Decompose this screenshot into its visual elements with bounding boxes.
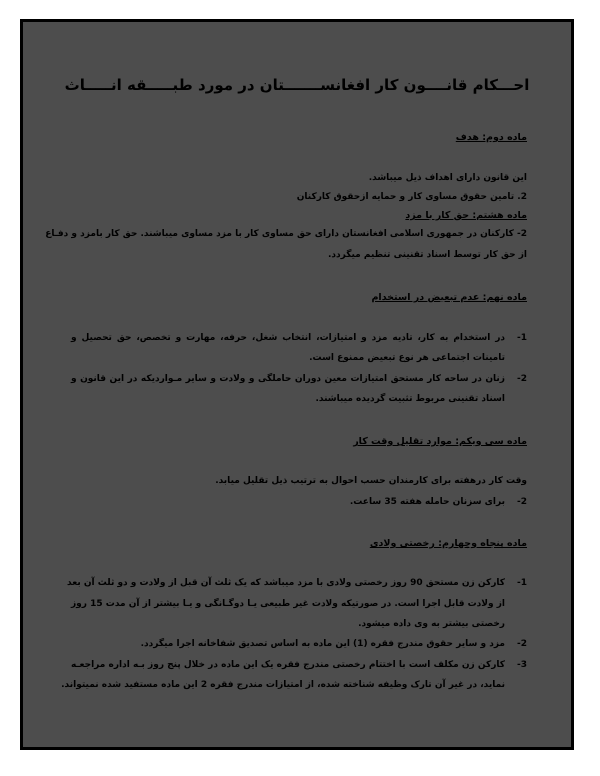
section-line: وقت کار درهفته برای کارمندان حسب احوال به ترتیب ذیل تقلیل میابد.: [215, 476, 527, 486]
section-line: 2. تامین حقوق مساوی کار و حمایه ازحقوق کارکنان: [296, 192, 527, 202]
item-line: کارکن زن مکلف است با اختتام رخصتی مندرج فقره یک این ماده در خلال پنج روز بـه اداره مراجعـه: [71, 660, 505, 670]
document-page: [20, 19, 574, 750]
item-line: رخصتی بیشتر به وی داده میشود.: [358, 619, 505, 629]
item-number: 2-: [516, 374, 527, 384]
item-line: برای سزنان حامله هفته 35 ساعت.: [349, 497, 505, 507]
item-number: 1-: [516, 578, 527, 588]
section-heading-article-31: ماده سی ویکم: موارد تقلیل وقت کار: [353, 436, 527, 447]
item-line: زنان در ساحه کار مستحق امتیازات معین دوران حاملگی و ولادت و سایر مـواردیکه در این قانون و: [71, 374, 505, 384]
section-heading-article-9: ماده نهم: عدم تبعیض در استخدام: [371, 292, 527, 303]
section-heading-article-54: ماده پنجاه وچهارم: رخصتی ولادی: [369, 538, 527, 549]
item-line: تامینات اجتماعی هر نوع تبعیض ممنوع است.: [309, 353, 505, 363]
item-line: از ولادت قابل اجرا است. در صورتیکه ولادت غیر طبیعی یـا دوگـانگی و یـا بیشتر از آن مدت 15 روز: [71, 599, 505, 609]
section-line: از حق کار توسط اسناد تقنینی تنظیم میگردد.: [328, 250, 527, 260]
item-number: 2-: [516, 639, 527, 649]
item-line: نماید، در غیر آن تارک وظیفه شناخته شده، از امتیازات مندرج فقره 2 این ماده مستفید شده نمیتواند.: [61, 680, 505, 690]
section-heading-article-2: ماده دوم: هدف: [455, 132, 527, 143]
document-content: [23, 22, 571, 747]
item-number: 1-: [516, 333, 527, 343]
item-line: اسناد تقنینی مربوط تثبیت گردیده میباشند.: [315, 394, 505, 404]
item-line: در استخدام به کار، تادیه مزد و امتیازات، انتخاب شغل، حرفه، مهارت و تخصص، حق تحصیل و: [71, 333, 505, 343]
item-line: کارکن زن مستحق 90 روز رخصتی ولادی با مزد میباشد که یک ثلث آن قبل از ولادت و دو ثلث آن بعد: [67, 578, 505, 588]
document-title: احـــکام قانــــون کار افغانســـــــتان در مورد طبـــــقه انـــــاث: [64, 76, 530, 94]
section-line: 2- کارکنان در جمهوری اسلامی افغانستان دارای حق مساوی کار با مزد مساوی میباشند. حق کار بامزد و دفـاع: [45, 229, 527, 239]
item-line: مزد و سایر حقوق مندرج فقره (1) این ماده به اساس تصدیق شفاخانه اجرا میگردد.: [140, 639, 505, 649]
section-line: این قانون دارای اهداف ذیل میباشد.: [368, 173, 527, 183]
item-number: 2-: [516, 497, 527, 507]
item-number: 3-: [516, 660, 527, 670]
section-heading-article-8: ماده هشتم: حق کار با مزد: [405, 210, 527, 221]
